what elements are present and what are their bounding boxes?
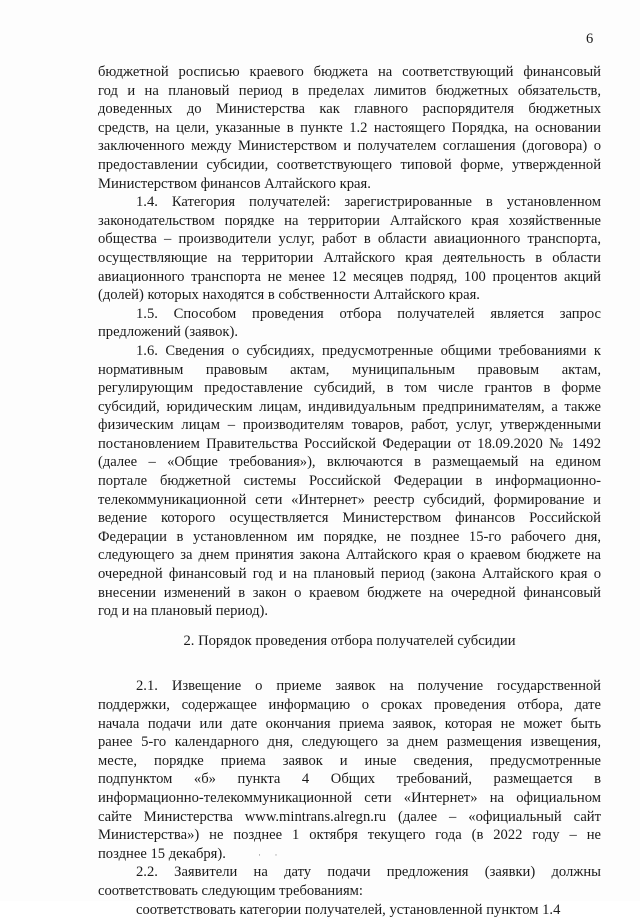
text-line: бюджетной росписью краевого бюджета на соответствующий финансовый xyxy=(98,64,601,80)
scan-specks: · · xyxy=(258,850,278,860)
text-line: информационно-телекоммуникационной сети «Интернет» на официальном xyxy=(98,789,601,806)
text-line: внесении изменений в закон о краевом бюджете на очередной финансовый xyxy=(98,584,601,601)
text-line: доведенных до Министерства как главного распорядителя бюджетных xyxy=(98,101,601,118)
text-line: 1.6. Сведения о субсидиях, предусмотренные общими требованиями к xyxy=(136,342,601,359)
text-line: (далее – «Общие требования»), включаются в размещаемый на едином xyxy=(98,454,601,471)
text-line: очередной финансовый год и на плановый период (закона Алтайского края о xyxy=(98,566,601,583)
text-line: 2.1. Извещение о приеме заявок на получение государственной xyxy=(136,678,601,695)
text-line: субсидий, юридическим лицам, индивидуальным предпринимателям, а также xyxy=(98,398,601,415)
document-body xyxy=(98,63,601,919)
text-line: физическим лицам – производителям товаров, работ, услуг, утвержденными xyxy=(98,417,601,434)
text-line: (долей) которых находятся в собственности Алтайского края. xyxy=(98,287,480,304)
text-line: соответствовать категории получателей, установленной пунктом 1.4 xyxy=(136,901,561,918)
text-line: 2.2. Заявители на дату подачи предложения (заявки) должны xyxy=(136,864,601,881)
text-line: ведение которого осуществляется Министерством финансов Российской xyxy=(98,510,601,527)
text-line: предоставлении субсидии, соответствующего типовой форме, утвержденной xyxy=(98,156,601,173)
text-line: Федерации в установленном им порядке, не позднее 15-го рабочего дня, xyxy=(98,528,601,545)
text-line: поддержки, содержащее информацию о сроках проведения отбора, дате xyxy=(98,697,601,713)
text-line: авиационного транспорта не менее 12 месяцев подряд, 100 процентов акций xyxy=(98,268,601,285)
paragraph-1-4 xyxy=(98,193,601,305)
text-line: постановлением Правительства Российской Федерации от 18.09.2020 № 1492 xyxy=(98,435,601,452)
text-line: Министерства») не позднее 1 октября текущего года (в 2022 году – не xyxy=(98,827,601,844)
text-line: средств, на цели, указанные в пункте 1.2 настоящего Порядка, на основании xyxy=(98,119,601,136)
paragraph-1-5 xyxy=(98,305,601,342)
text-line: ранее 5-го календарного дня, следующего за днем размещения извещения, xyxy=(98,734,601,751)
page-number: 6 xyxy=(586,31,594,47)
text-line: предложений (заявок). xyxy=(98,324,238,341)
text-line: соответствовать следующим требованиям: xyxy=(98,882,363,899)
text-line: месте, порядке приема заявок и иные сведения, предусмотренные xyxy=(98,752,601,769)
text-line: осуществляющие на территории Алтайского края деятельность в области xyxy=(98,249,601,266)
paragraph-cont xyxy=(98,63,601,193)
paragraph-2-2 xyxy=(98,863,601,900)
text-line: регулирующим предоставление субсидий, в том числе грантов в форме xyxy=(98,380,601,397)
text-line: следующего за днем принятия закона Алтайского края о краевом бюджете на xyxy=(98,547,601,564)
paragraph-2-1 xyxy=(98,677,601,863)
text-line: телекоммуникационной сети «Интернет» реестр субсидий, формирование и xyxy=(98,491,601,508)
text-line: начала подачи или дате окончания приема заявок, которая не может быть xyxy=(98,715,601,732)
text-line: заключенного между Министерством и получателем соглашения (договора) о xyxy=(98,138,601,155)
text-line: портале бюджетной системы Российской Федерации в информационно- xyxy=(98,473,601,490)
text-line: законодательством порядке на территории Алтайского края хозяйственные xyxy=(98,212,601,229)
text-line: 1.4. Категория получателей: зарегистрированные в установленном xyxy=(136,194,601,211)
text-line: 1.5. Способом проведения отбора получателей является запрос xyxy=(136,305,601,322)
text-line: общества – производители услуг, работ в области авиационного транспорта, xyxy=(98,231,601,248)
text-line: сайте Министерства www.mintrans.alregn.ru (далее – «официальный сайт xyxy=(98,808,601,825)
text-line: Министерством финансов Алтайского края. xyxy=(98,175,371,192)
text-line: подпунктом «б» пункта 4 Общих требований, размещается в xyxy=(98,771,601,788)
text-line: год и на плановый период). xyxy=(98,603,269,620)
text-line: позднее 15 декабря). xyxy=(98,845,226,862)
section-heading: 2. Порядок проведения отбора получателей субсидии xyxy=(183,632,516,649)
paragraph-1-6 xyxy=(98,342,601,621)
paragraph-2-2-a xyxy=(98,901,601,919)
text-line: нормативным правовым актам, муниципальным правовым актам, xyxy=(98,361,601,378)
text-line: год и на плановый период в пределах лимитов бюджетных обязательств, xyxy=(98,82,601,99)
